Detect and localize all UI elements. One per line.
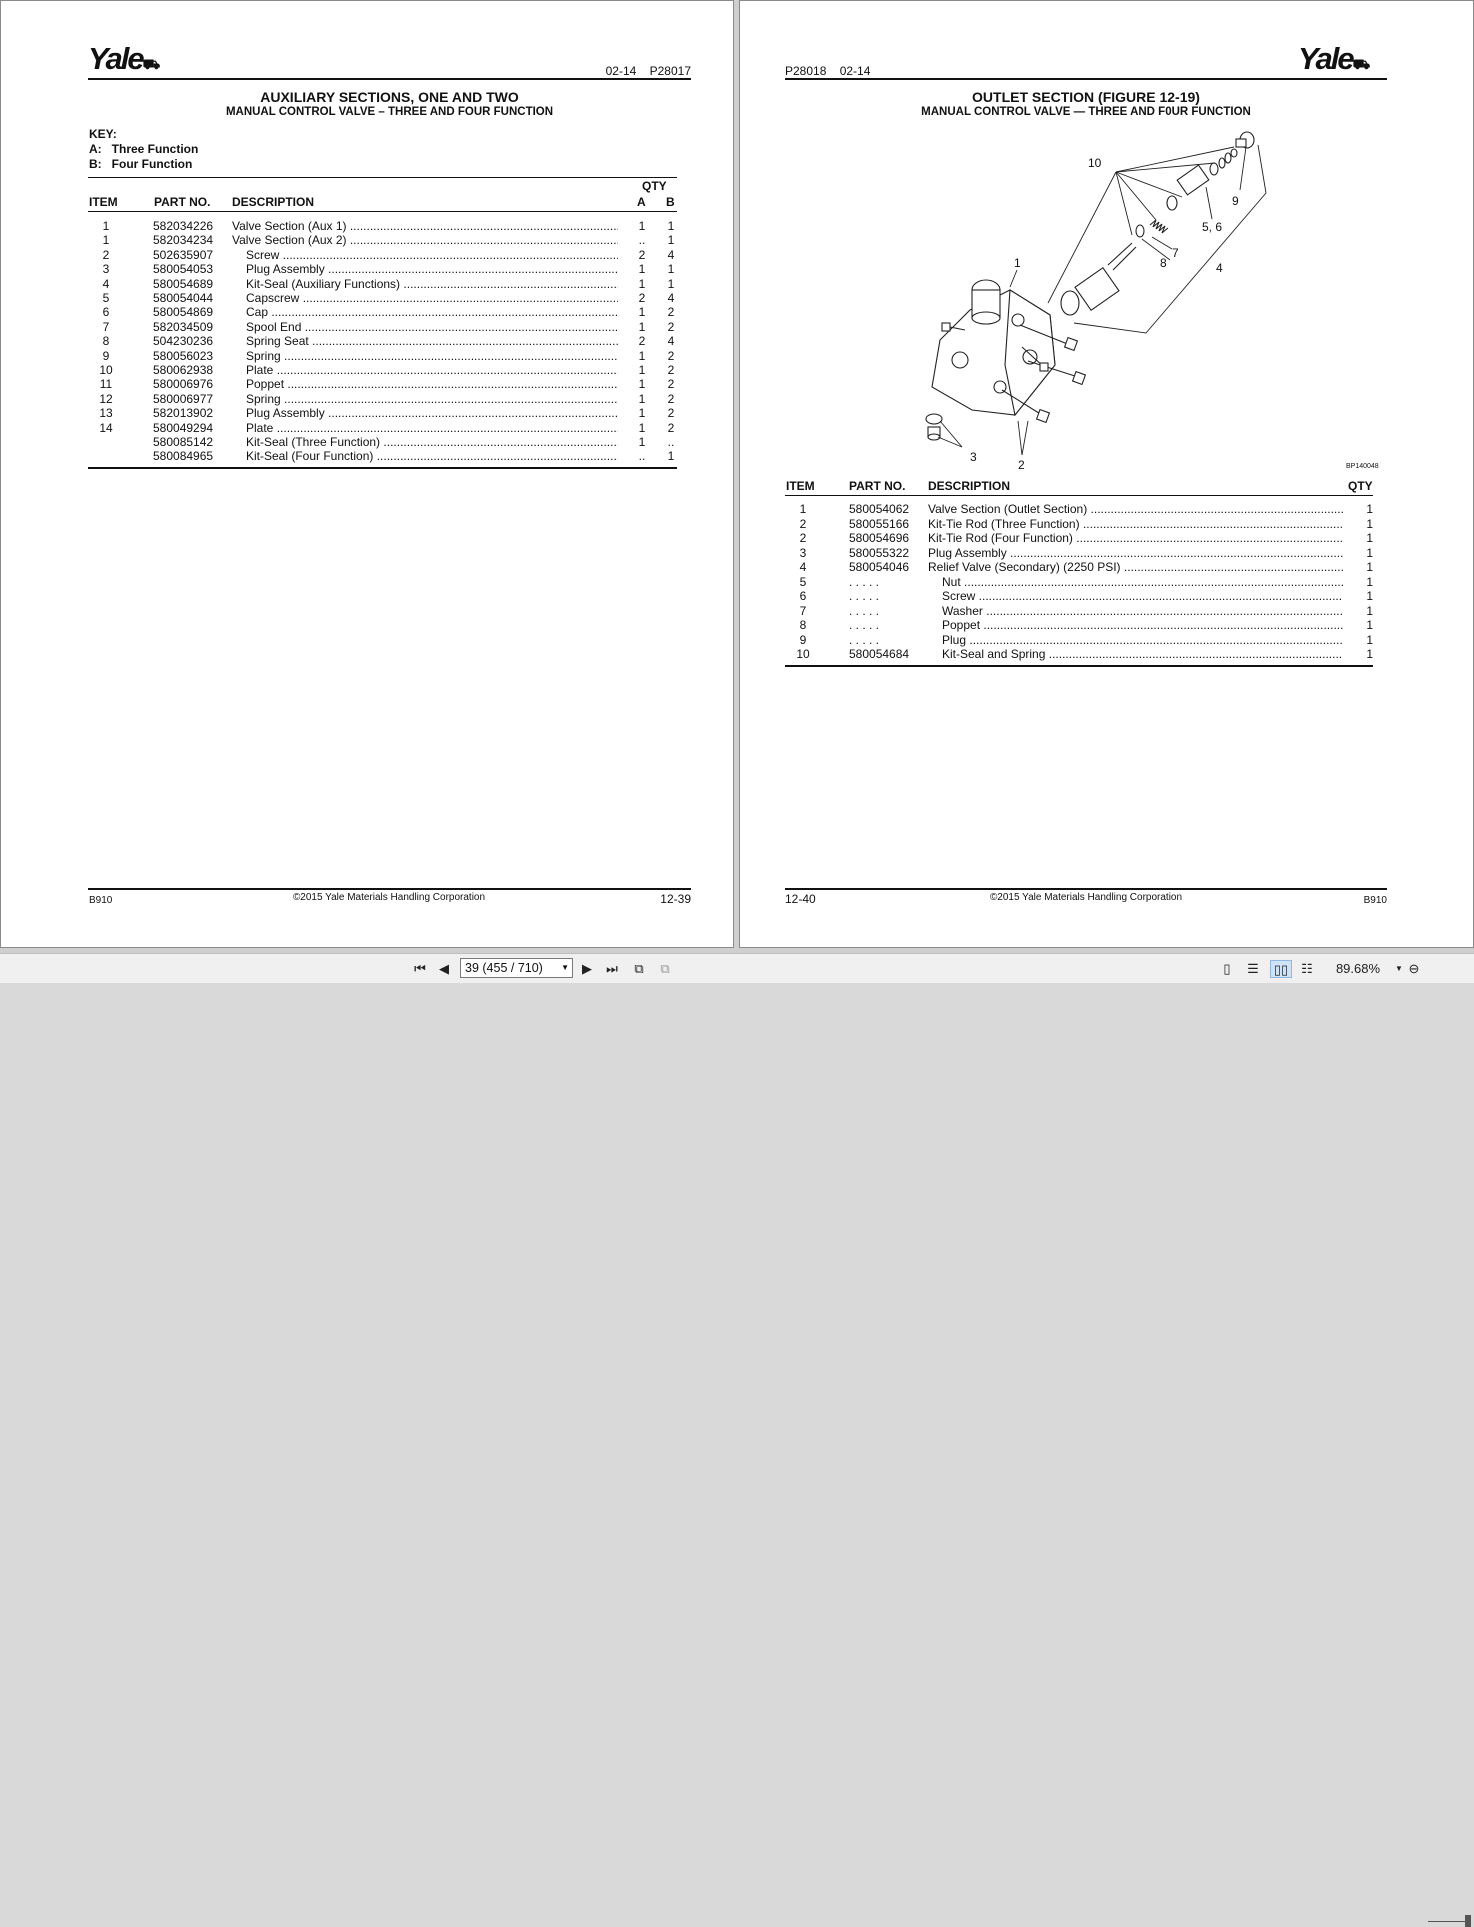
qty-a: 2 bbox=[638, 291, 646, 305]
table-row bbox=[88, 363, 677, 377]
qty: 1 bbox=[1366, 531, 1373, 545]
part-description: Spool End ..... bbox=[246, 320, 618, 334]
header-code: 02-14 P28017 bbox=[605, 64, 691, 78]
part-description: Valve Section (Aux 2) ..... bbox=[232, 233, 618, 247]
part-number: . . . . . bbox=[849, 603, 880, 618]
item-number: 3 bbox=[799, 545, 807, 560]
page-title: OUTLET SECTION (FIGURE 12-19) bbox=[972, 89, 1200, 105]
qty-a: 1 bbox=[638, 262, 646, 277]
footer-copyright: ©2015 Yale Materials Handling Corporation bbox=[292, 892, 486, 903]
table-row bbox=[88, 262, 677, 276]
qty: 1 bbox=[1366, 560, 1373, 574]
part-number: 580054684 bbox=[849, 647, 910, 661]
item-number: 13 bbox=[99, 406, 113, 421]
qty-b: 2 bbox=[667, 319, 675, 334]
part-description: Screw ..... bbox=[942, 589, 1343, 603]
qty-b: 2 bbox=[667, 420, 675, 435]
table-row bbox=[88, 334, 677, 348]
page-subtitle: MANUAL CONTROL VALVE — THREE AND F0UR FUNCTION bbox=[921, 106, 1251, 118]
previous-view-icon[interactable]: ⧉ bbox=[634, 961, 644, 976]
qty-a: 1 bbox=[638, 348, 646, 363]
part-description: Poppet ..... bbox=[246, 377, 618, 391]
key-label: KEY: bbox=[89, 127, 117, 141]
viewer-toolbar bbox=[0, 953, 1474, 983]
item-number: 12 bbox=[99, 391, 113, 406]
table-header bbox=[88, 195, 677, 209]
footer-copyright: ©2015 Yale Materials Handling Corporation bbox=[989, 892, 1183, 903]
part-number: 582034226 bbox=[153, 219, 214, 233]
figure-code: BP140048 bbox=[1346, 463, 1379, 470]
item-number: 2 bbox=[799, 516, 807, 531]
table-row bbox=[785, 502, 1373, 516]
part-number: 580054053 bbox=[153, 262, 214, 277]
qty-b: 2 bbox=[667, 406, 675, 421]
item-number: 5 bbox=[102, 291, 110, 305]
item-number: 1 bbox=[102, 219, 110, 233]
table-header bbox=[785, 479, 1373, 493]
col-item: ITEM bbox=[786, 479, 815, 493]
table-row bbox=[88, 291, 677, 305]
callout-8: 8 bbox=[1160, 256, 1167, 270]
table-row bbox=[785, 618, 1373, 632]
item-number: 7 bbox=[102, 319, 110, 334]
item-number: 1 bbox=[799, 502, 807, 516]
table-row bbox=[785, 575, 1373, 589]
part-number: 580062938 bbox=[153, 363, 214, 377]
zoom-dropdown-icon[interactable]: ▼ bbox=[1395, 964, 1403, 973]
page-number-input[interactable] bbox=[460, 958, 573, 978]
table-row bbox=[88, 406, 677, 420]
header-code: P28018 02-14 bbox=[785, 64, 871, 78]
item-number: 6 bbox=[799, 589, 807, 603]
qty-b: 2 bbox=[667, 391, 675, 406]
callout-3: 3 bbox=[970, 450, 977, 464]
qty-a: 1 bbox=[638, 276, 646, 291]
part-description: Screw ..... bbox=[246, 248, 618, 262]
page-indicator: 39 (455 / 710) bbox=[465, 961, 543, 975]
qty-b: 4 bbox=[667, 247, 675, 262]
table-row bbox=[785, 633, 1373, 647]
part-description: Nut ..... bbox=[942, 575, 1343, 589]
table-header-rule bbox=[785, 495, 1373, 496]
document-viewport[interactable] bbox=[0, 0, 1474, 953]
header-rule bbox=[88, 78, 691, 80]
part-number: 580054044 bbox=[153, 291, 214, 305]
table-row bbox=[785, 517, 1373, 531]
next-view-icon[interactable]: ⧉ bbox=[660, 961, 670, 976]
table-row bbox=[88, 320, 677, 334]
item-number: 2 bbox=[102, 247, 110, 262]
key-a: A: Three Function bbox=[89, 142, 199, 156]
table-row bbox=[88, 248, 677, 262]
part-number: 580054696 bbox=[849, 531, 910, 545]
table-row bbox=[785, 604, 1373, 618]
right-page bbox=[739, 0, 1474, 948]
part-description: Spring ..... bbox=[246, 349, 618, 363]
yale-logo: Yale⛟ bbox=[1298, 41, 1371, 76]
part-number: 580054062 bbox=[849, 502, 910, 516]
item-number: 5 bbox=[799, 574, 807, 589]
qty-b: 1 bbox=[667, 262, 675, 277]
part-number: . . . . . bbox=[849, 574, 880, 589]
forklift-icon: ⛟ bbox=[142, 56, 161, 72]
table-row bbox=[88, 219, 677, 233]
part-description: Kit-Seal (Four Function) ..... bbox=[246, 449, 618, 463]
item-number: 4 bbox=[799, 560, 807, 574]
table-row bbox=[785, 589, 1373, 603]
qty: 1 bbox=[1366, 647, 1373, 661]
qty-a: 2 bbox=[638, 247, 646, 262]
item-number: 9 bbox=[102, 348, 110, 363]
part-number: 582013902 bbox=[153, 406, 214, 421]
qty-b: 2 bbox=[667, 305, 675, 320]
item-number: 8 bbox=[799, 618, 807, 632]
qty-a: 1 bbox=[638, 391, 646, 406]
qty: 1 bbox=[1366, 632, 1373, 647]
page-subtitle: MANUAL CONTROL VALVE – THREE AND FOUR FUNCTION bbox=[225, 106, 554, 118]
callout-10: 10 bbox=[1088, 156, 1102, 170]
table-row bbox=[88, 305, 677, 319]
qty-b: 2 bbox=[667, 363, 675, 377]
col-b: B bbox=[666, 195, 675, 209]
footer-model: B910 bbox=[1363, 895, 1387, 906]
qty: 1 bbox=[1366, 618, 1373, 632]
facing-pages-icon[interactable]: ▯▯ bbox=[1270, 960, 1292, 978]
table-row bbox=[785, 546, 1373, 560]
qty-a: 1 bbox=[638, 219, 646, 233]
part-number: . . . . . bbox=[849, 589, 880, 603]
footer-page-number: 12-40 bbox=[785, 892, 816, 906]
part-number: 580006976 bbox=[153, 377, 214, 392]
next-page-icon[interactable]: ▶ bbox=[582, 961, 592, 976]
part-description: Kit-Tie Rod (Four Function) ..... bbox=[928, 531, 1343, 545]
col-part: PART NO. bbox=[154, 195, 211, 209]
left-page bbox=[0, 0, 734, 948]
continuous-page-icon[interactable]: ☰ bbox=[1247, 961, 1259, 976]
item-number: 3 bbox=[102, 262, 110, 277]
part-number: 580085142 bbox=[153, 435, 214, 449]
part-description: Plate ..... bbox=[246, 421, 618, 435]
zoom-level[interactable]: 89.68% bbox=[1335, 961, 1381, 976]
col-desc: DESCRIPTION bbox=[232, 195, 315, 209]
item-number: 4 bbox=[102, 276, 110, 291]
qty-b: 4 bbox=[667, 291, 675, 305]
last-page-icon[interactable]: ⏭ bbox=[606, 961, 618, 976]
qty-a: .. bbox=[638, 233, 646, 248]
table-row bbox=[785, 531, 1373, 545]
key-b: B: Four Function bbox=[89, 157, 193, 171]
part-number: 580084965 bbox=[153, 449, 214, 464]
col-item: ITEM bbox=[89, 195, 118, 209]
part-description: Washer ..... bbox=[942, 604, 1343, 618]
qty-a: 2 bbox=[638, 334, 646, 349]
part-number: 504230236 bbox=[153, 334, 214, 349]
callout-1: 1 bbox=[1014, 256, 1021, 270]
part-number: 580054869 bbox=[153, 305, 214, 320]
qty-b: 2 bbox=[667, 348, 675, 363]
table-row bbox=[88, 233, 677, 247]
item-number: 7 bbox=[799, 603, 807, 618]
zoom-slider[interactable] bbox=[1428, 1921, 1468, 1922]
part-number: 580006977 bbox=[153, 391, 214, 406]
exploded-view-figure bbox=[910, 125, 1390, 475]
part-description: Poppet ..... bbox=[942, 618, 1343, 632]
qty-b: 4 bbox=[667, 334, 675, 349]
part-number: . . . . . bbox=[849, 618, 880, 632]
qty-b: 1 bbox=[667, 449, 675, 464]
qty: 1 bbox=[1366, 502, 1373, 516]
zoom-out-icon[interactable]: ⊖ bbox=[1408, 961, 1420, 976]
part-description: Kit-Seal (Auxiliary Functions) ..... bbox=[246, 277, 618, 291]
qty-b: .. bbox=[667, 435, 675, 449]
item-number: 10 bbox=[99, 363, 113, 377]
part-number: 580055322 bbox=[849, 545, 910, 560]
previous-page-icon[interactable]: ◀ bbox=[439, 961, 449, 976]
continuous-facing-icon[interactable]: ☷ bbox=[1301, 961, 1313, 976]
part-description: Plug Assembly ..... bbox=[246, 262, 618, 276]
item-number: 6 bbox=[102, 305, 110, 320]
part-number: 580054689 bbox=[153, 276, 214, 291]
part-description: Spring Seat ..... bbox=[246, 334, 618, 348]
item-number: 11 bbox=[99, 377, 113, 392]
qty: 1 bbox=[1366, 545, 1373, 560]
qty-a: 1 bbox=[638, 319, 646, 334]
part-description: Kit-Tie Rod (Three Function) ..... bbox=[928, 517, 1343, 531]
callout-5-6: 5, 6 bbox=[1202, 220, 1223, 234]
footer-page-number: 12-39 bbox=[660, 892, 691, 906]
part-number: . . . . . bbox=[849, 632, 880, 647]
qty-a: 1 bbox=[638, 406, 646, 421]
table-top-rule bbox=[88, 177, 677, 178]
qty-b: 1 bbox=[667, 219, 675, 233]
table-row bbox=[88, 277, 677, 291]
part-description: Spring ..... bbox=[246, 392, 618, 406]
callout-4: 4 bbox=[1216, 261, 1223, 275]
table-row bbox=[88, 392, 677, 406]
col-desc: DESCRIPTION bbox=[928, 479, 1011, 493]
qty-a: 1 bbox=[638, 435, 646, 449]
part-description: Plate ..... bbox=[246, 363, 618, 377]
table-row bbox=[88, 421, 677, 435]
qty-b: 1 bbox=[667, 233, 675, 248]
footer-rule bbox=[785, 888, 1387, 890]
table-header-rule bbox=[88, 211, 677, 212]
table-bottom-rule bbox=[88, 467, 677, 469]
yale-logo: Yale⛟ bbox=[88, 41, 161, 76]
qty-a: .. bbox=[638, 449, 646, 464]
table-bottom-rule bbox=[785, 665, 1373, 667]
part-description: Kit-Seal and Spring ..... bbox=[942, 647, 1343, 661]
part-description: Valve Section (Aux 1) ..... bbox=[232, 219, 618, 233]
part-description: Cap ..... bbox=[246, 305, 618, 319]
item-number: 2 bbox=[799, 531, 807, 545]
qty-b: 2 bbox=[667, 377, 675, 392]
forklift-icon: ⛟ bbox=[1352, 56, 1371, 72]
qty-a: 1 bbox=[638, 377, 646, 392]
table-row bbox=[88, 349, 677, 363]
key-legend bbox=[89, 127, 198, 172]
item-number: 8 bbox=[102, 334, 110, 349]
table-row bbox=[785, 647, 1373, 661]
part-description: Plug Assembly ..... bbox=[928, 546, 1343, 560]
zoom-slider-thumb[interactable] bbox=[1465, 1915, 1471, 1927]
chevron-down-icon[interactable]: ▼ bbox=[561, 963, 569, 972]
col-part: PART NO. bbox=[849, 479, 906, 493]
part-description: Plug ..... bbox=[942, 633, 1343, 647]
part-description: Plug Assembly ..... bbox=[246, 406, 618, 420]
part-description: Capscrew ..... bbox=[246, 291, 618, 305]
part-number: 582034234 bbox=[153, 233, 214, 248]
single-page-icon[interactable]: ▯ bbox=[1223, 961, 1231, 976]
callout-7: 7 bbox=[1172, 246, 1179, 260]
footer-model: B910 bbox=[89, 895, 113, 906]
part-number: 580055166 bbox=[849, 516, 910, 531]
qty: 1 bbox=[1366, 589, 1373, 603]
part-number: 582034509 bbox=[153, 319, 214, 334]
header-rule bbox=[785, 78, 1387, 80]
callout-2: 2 bbox=[1018, 458, 1025, 472]
item-number: 10 bbox=[796, 647, 810, 661]
qty-header: QTY bbox=[642, 179, 667, 193]
col-qty: QTY bbox=[1348, 479, 1373, 493]
part-number: 580049294 bbox=[153, 420, 214, 435]
table-row bbox=[88, 377, 677, 391]
qty-a: 1 bbox=[638, 305, 646, 320]
footer-rule bbox=[88, 888, 691, 890]
qty: 1 bbox=[1366, 603, 1373, 618]
item-number: 14 bbox=[99, 420, 113, 435]
part-number: 580054046 bbox=[849, 560, 910, 574]
part-number: 580056023 bbox=[153, 348, 214, 363]
qty-a: 1 bbox=[638, 363, 646, 377]
table-row bbox=[88, 449, 677, 463]
part-description: Kit-Seal (Three Function) ..... bbox=[246, 435, 618, 449]
item-number: 1 bbox=[102, 233, 110, 248]
table-row bbox=[785, 560, 1373, 574]
callout-9: 9 bbox=[1232, 194, 1239, 208]
qty-b: 1 bbox=[667, 276, 675, 291]
qty: 1 bbox=[1366, 574, 1373, 589]
part-number: 502635907 bbox=[153, 247, 214, 262]
col-a: A bbox=[637, 195, 646, 209]
item-number: 9 bbox=[799, 632, 807, 647]
table-row bbox=[88, 435, 677, 449]
part-description: Relief Valve (Secondary) (2250 PSI) ..... bbox=[928, 560, 1343, 574]
page-title: AUXILIARY SECTIONS, ONE AND TWO bbox=[260, 89, 519, 105]
first-page-icon[interactable]: ⏮ bbox=[414, 961, 426, 976]
part-description: Valve Section (Outlet Section) ..... bbox=[928, 502, 1343, 516]
qty-a: 1 bbox=[638, 420, 646, 435]
qty: 1 bbox=[1366, 516, 1373, 531]
